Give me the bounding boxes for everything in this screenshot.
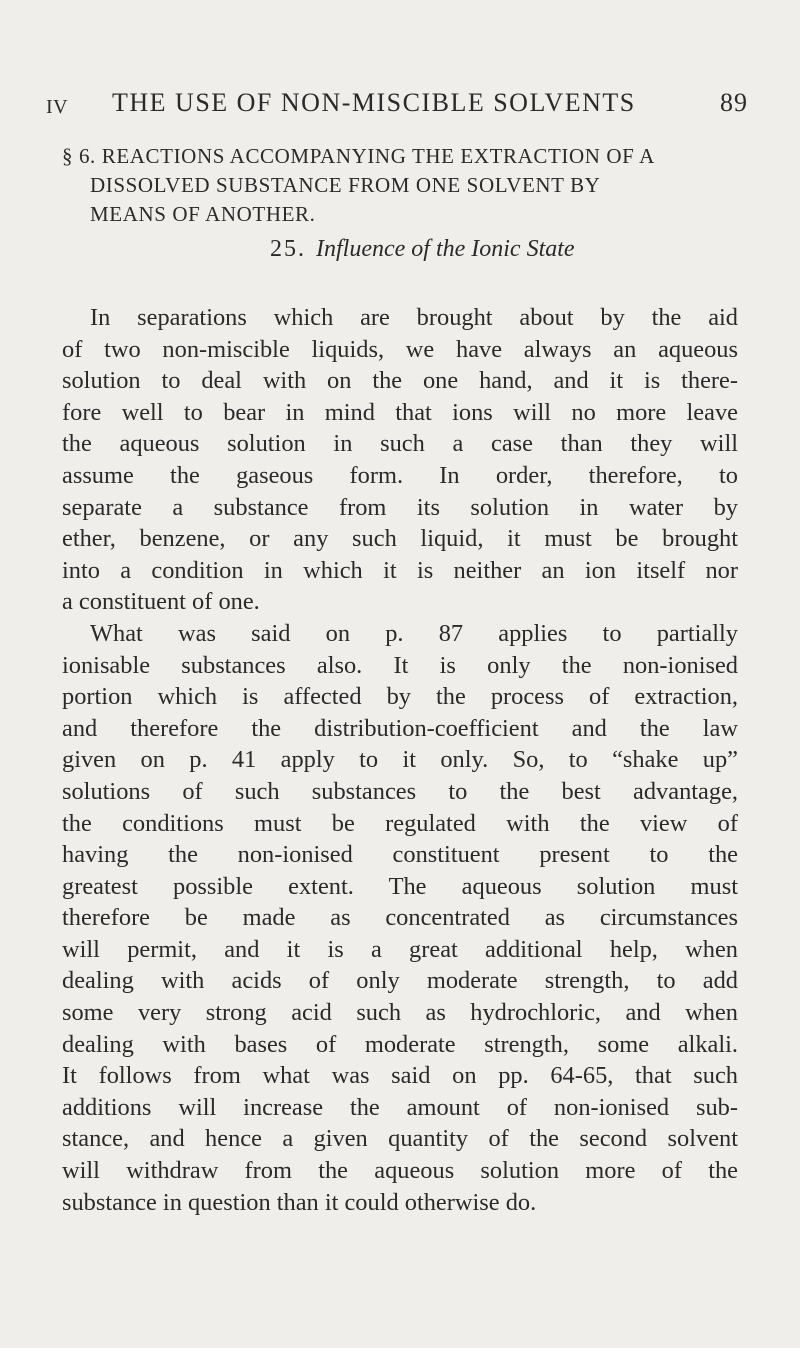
paragraph [62,618,738,1218]
text-line: substance in question than it could otherwise do. [62,1188,537,1216]
body-text [62,302,738,1218]
text-line: dealing with acids of only moderate strength, to add [62,967,738,995]
text-line: fore well to bear in mind that ions will no more leave [62,398,738,426]
text-line: into a condition in which it is neither an ion itself nor [62,556,738,584]
text-line: and therefore the distribution-coefficient and the law [62,714,738,742]
running-header [0,88,800,124]
text-line: ether, benzene, or any such liquid, it must be brought [62,525,738,553]
page-number: 89 [720,88,748,117]
text-line: of two non-miscible liquids, we have always an aqueous [62,335,738,363]
running-title: THE USE OF NON-MISCIBLE SOLVENTS [112,88,636,117]
text-line: stance, and hence a given quantity of the second solvent [62,1125,738,1153]
text-line: What was said on p. 87 applies to partially [90,619,738,647]
text-line: assume the gaseous form. In order, therefore, to [62,461,738,489]
chapter-numeral: IV [46,96,69,118]
text-line: dealing with bases of moderate strength, some alkali. [62,1030,738,1058]
text-line: therefore be made as concentrated as circumstances [62,904,738,932]
text-line: a constituent of one. [62,588,260,616]
subsection-title: Influence of the Ionic State [316,236,575,262]
text-line: some very strong acid such as hydrochloric, and when [62,999,738,1027]
text-line: greatest possible extent. The aqueous solution must [62,872,738,900]
section-heading-line: § 6. REACTIONS ACCOMPANYING THE EXTRACTION OF A [62,144,655,168]
text-line: separate a substance from its solution in water by [62,493,738,521]
text-line: additions will increase the amount of non-ionised sub- [62,1093,738,1121]
text-line: solutions of such substances to the best advantage, [62,777,738,805]
section-heading-line: MEANS OF ANOTHER. [90,202,316,226]
text-line: the aqueous solution in such a case than they will [62,430,738,458]
text-line: It follows from what was said on pp. 64-65, that such [62,1062,738,1090]
text-line: the conditions must be regulated with the view of [62,809,738,837]
section-heading [62,142,742,229]
text-line: ionisable substances also. It is only the non-ionised [62,651,738,679]
subsection-number: 25. [270,236,306,262]
paragraph [62,302,738,618]
text-line: given on p. 41 apply to it only. So, to “shake up” [62,746,738,774]
text-line: will withdraw from the aqueous solution more of the [62,1157,738,1185]
text-line: will permit, and it is a great additional help, when [62,935,738,963]
text-line: In separations which are brought about by the aid [90,304,738,331]
text-line: having the non-ionised constituent present to the [62,841,738,869]
text-line: solution to deal with on the one hand, and it is there- [62,367,738,395]
text-line: portion which is affected by the process of extraction, [62,683,738,711]
section-heading-line: DISSOLVED SUBSTANCE FROM ONE SOLVENT BY [90,173,601,197]
